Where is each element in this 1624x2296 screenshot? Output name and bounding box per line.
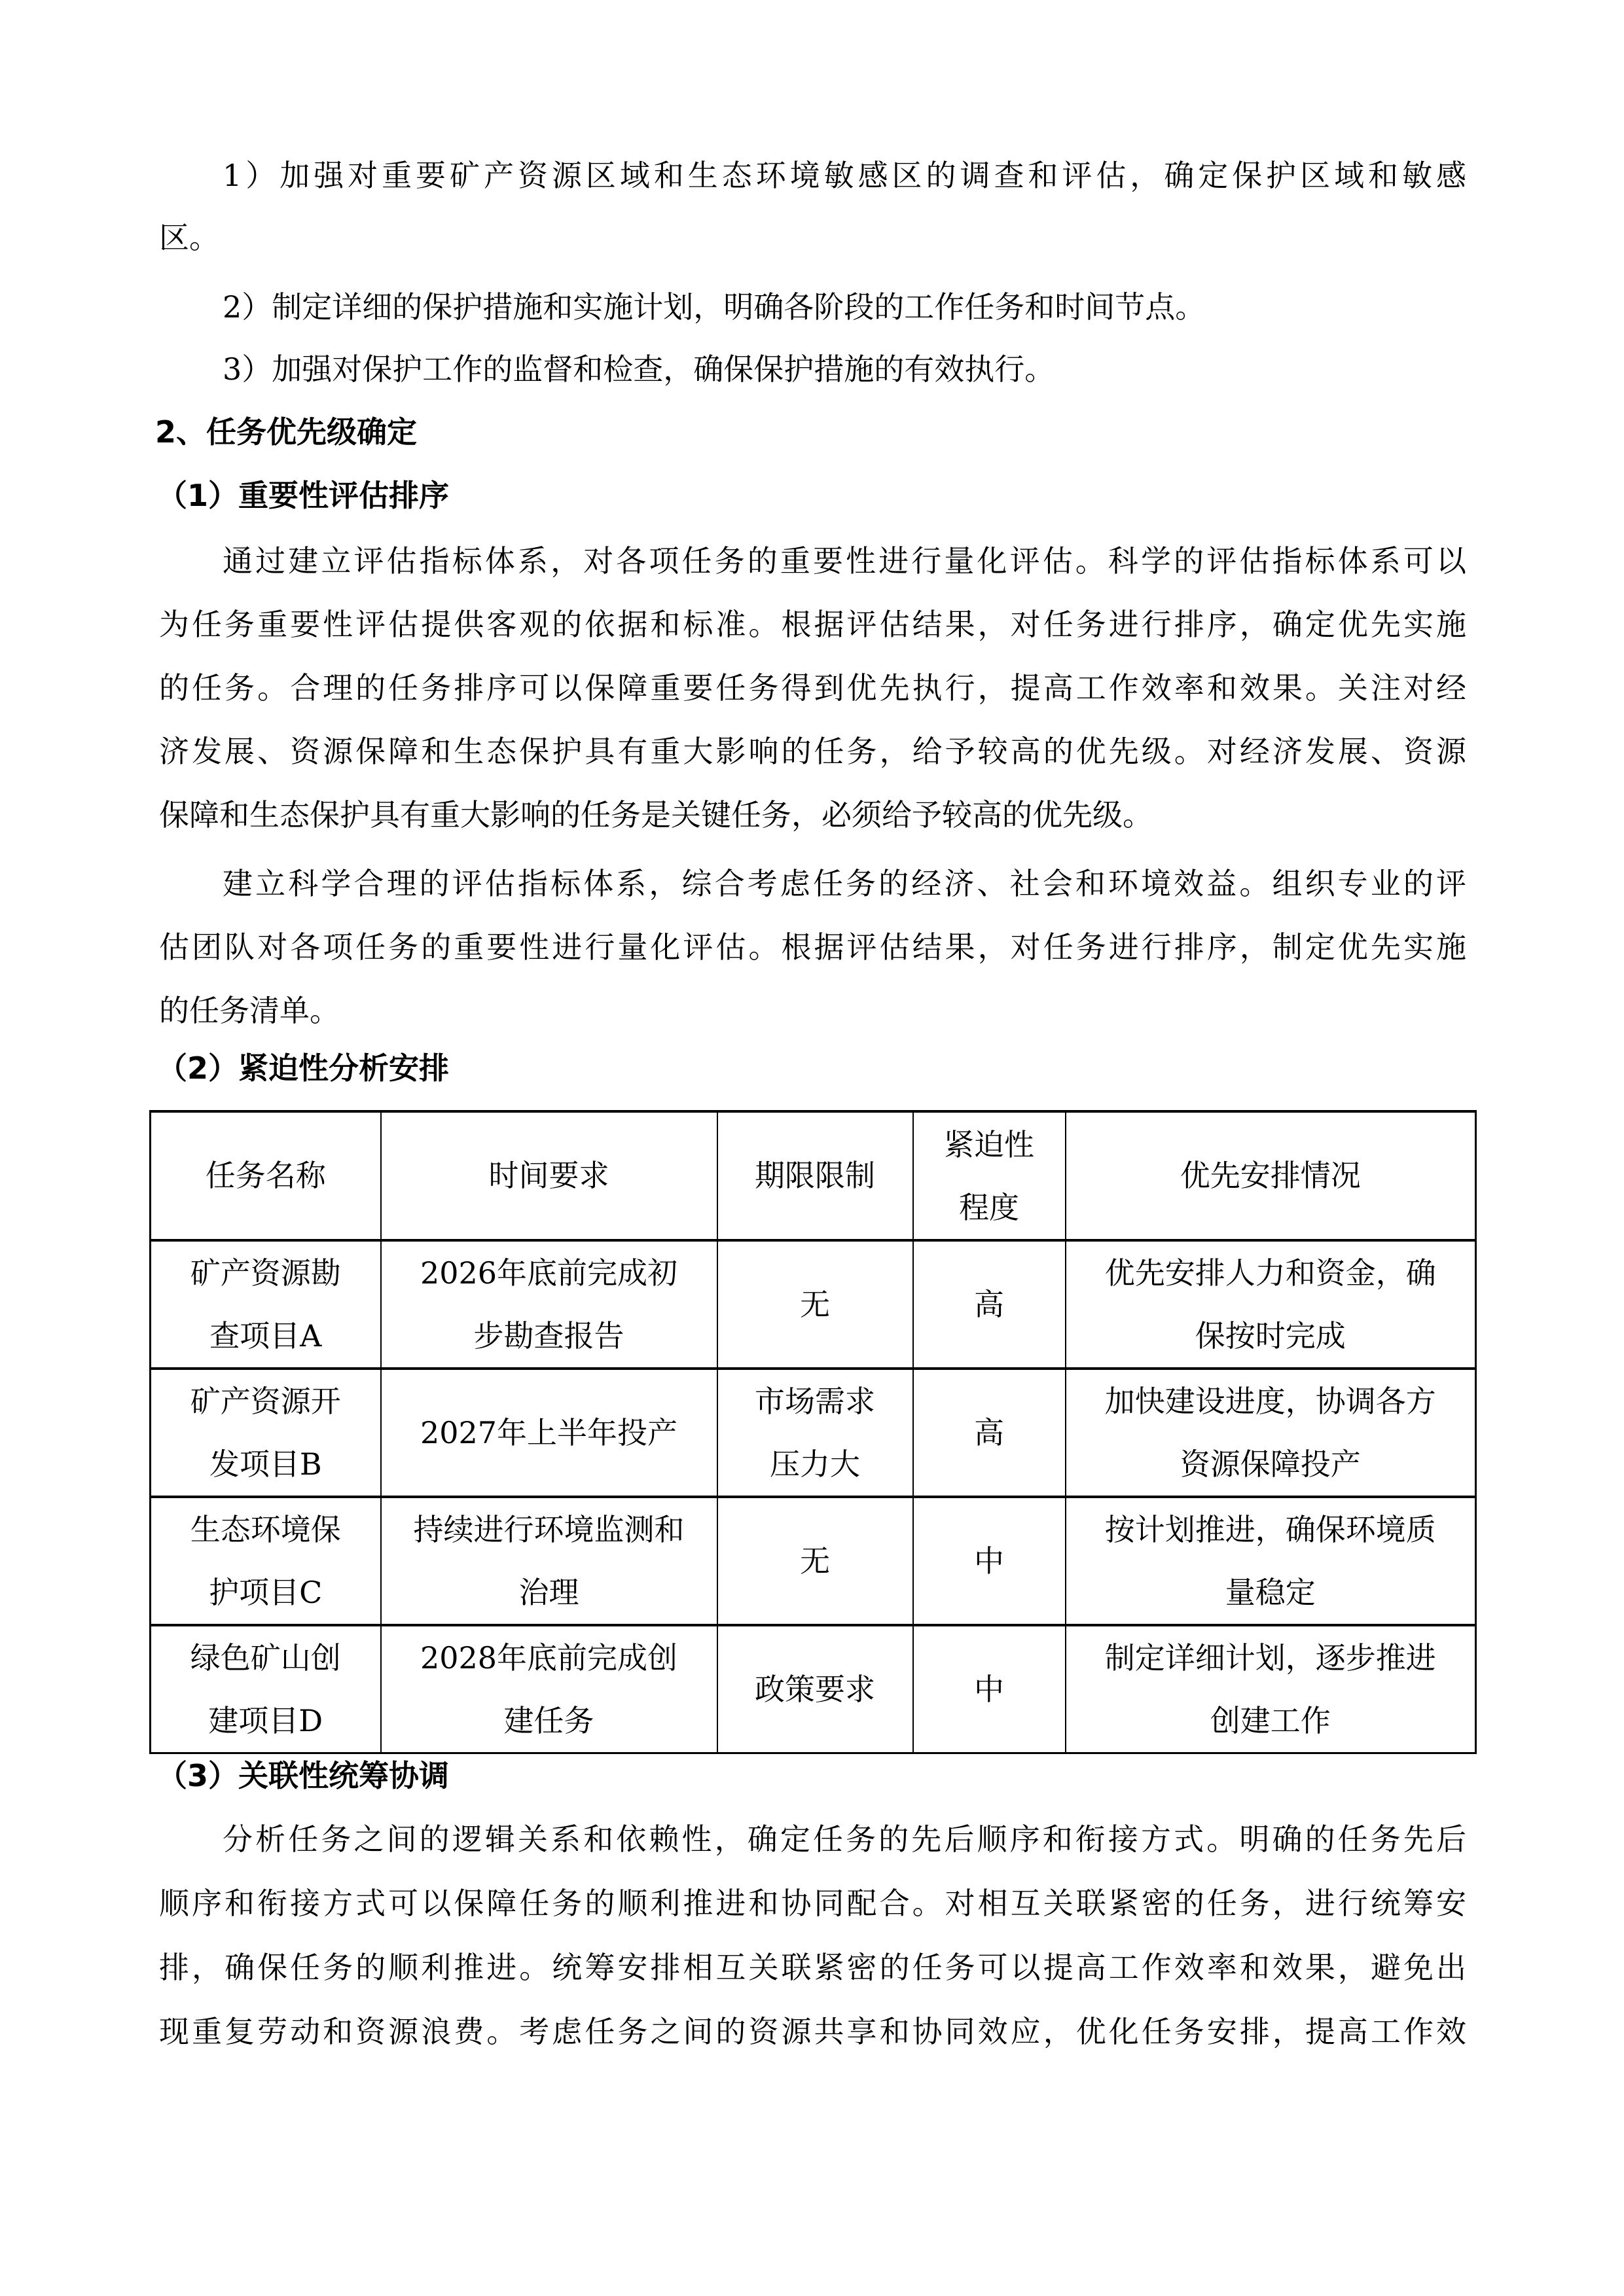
cell-deadline-limit: 无 (717, 1240, 913, 1369)
cell-priority-arrangement (1066, 1497, 1476, 1625)
cell-task-name (151, 1497, 381, 1625)
subsection-heading-urgency: （2）紧迫性分析安排 (157, 1050, 450, 1086)
list-item-1-line-1: 1）加强对重要矿产资源区域和生态环境敏感区的调查和评估，确定保护区域和敏感 (223, 158, 1466, 193)
list-item-2: 2）制定详细的保护措施和实施计划，明确各阶段的工作任务和时间节点。 (223, 289, 1206, 325)
header-priority-arrangement: 优先安排情况 (1066, 1111, 1476, 1240)
paragraph-line: 分析任务之间的逻辑关系和依赖性，确定任务的先后顺序和衔接方式。明确的任务先后 (223, 1821, 1466, 1857)
paragraph-line: 济发展、资源保障和生态保护具有重大影响的任务，给予较高的优先级。对经济发展、资源 (159, 734, 1466, 769)
cell-line: 建任务 (503, 1703, 594, 1738)
cell-line: 市场需求 (755, 1384, 875, 1419)
cell-line: 制定详细计划，逐步推进 (1104, 1640, 1436, 1676)
cell-task-name (151, 1240, 381, 1369)
cell-time-requirement (381, 1625, 717, 1753)
paragraph-line: 的任务清单。 (159, 993, 340, 1028)
cell-urgency-level: 高 (913, 1240, 1066, 1369)
cell-line: 压力大 (770, 1446, 860, 1482)
header-time-requirement: 时间要求 (381, 1111, 717, 1240)
header-urgency-line-1: 紧迫性 (944, 1126, 1034, 1162)
urgency-analysis-table (149, 1110, 1477, 1754)
cell-line: 矿产资源开 (190, 1384, 341, 1419)
cell-task-name (151, 1625, 381, 1753)
cell-line: 生态环境保 (190, 1512, 341, 1547)
cell-priority-arrangement (1066, 1369, 1476, 1497)
cell-priority-arrangement (1066, 1625, 1476, 1753)
cell-priority-arrangement (1066, 1240, 1476, 1369)
header-urgency-level (913, 1111, 1066, 1240)
paragraph-line: 顺序和衔接方式可以保障任务的顺利推进和协同配合。对相互关联紧密的任务，进行统筹安 (159, 1886, 1466, 1921)
paragraph-line: 为任务重要性评估提供客观的依据和标准。根据评估结果，对任务进行排序，确定优先实施 (159, 607, 1466, 642)
paragraph-line: 通过建立评估指标体系，对各项任务的重要性进行量化评估。科学的评估指标体系可以 (223, 543, 1466, 579)
paragraph-line: 的任务。合理的任务排序可以保障重要任务得到优先执行，提高工作效率和效果。关注对经 (159, 670, 1466, 706)
cell-line: 持续进行环境监测和 (413, 1512, 685, 1547)
cell-deadline-limit (717, 1369, 913, 1497)
subsection-heading-correlation: （3）关联性统筹协调 (157, 1758, 450, 1793)
cell-line: 矿产资源勘 (190, 1255, 341, 1291)
header-urgency-line-2: 程度 (959, 1189, 1019, 1225)
cell-line: 加快建设进度，协调各方 (1104, 1384, 1436, 1419)
cell-urgency-level: 中 (913, 1497, 1066, 1625)
cell-line: 查项目A (209, 1318, 322, 1354)
cell-line: 建项目D (208, 1703, 323, 1738)
table-row (151, 1497, 1476, 1625)
paragraph-line: 排，确保任务的顺利推进。统筹安排相互关联紧密的任务可以提高工作效率和效果，避免出 (159, 1950, 1466, 1985)
list-item-3: 3）加强对保护工作的监督和检查，确保保护措施的有效执行。 (223, 351, 1055, 387)
table-row (151, 1240, 1476, 1369)
paragraph-line: 现重复劳动和资源浪费。考虑任务之间的资源共享和协同效应，优化任务安排，提高工作效 (159, 2014, 1466, 2049)
cell-line: 护项目C (209, 1575, 323, 1610)
list-item-1-line-2: 区。 (159, 220, 219, 255)
cell-line: 创建工作 (1210, 1703, 1331, 1738)
header-deadline-limit: 期限限制 (717, 1111, 913, 1240)
paragraph-line: 建立科学合理的评估指标体系，综合考虑任务的经济、社会和环境效益。组织专业的评 (223, 866, 1466, 901)
cell-deadline-limit: 政策要求 (717, 1625, 913, 1753)
cell-urgency-level: 中 (913, 1625, 1066, 1753)
cell-time-requirement (381, 1497, 717, 1625)
table-row (151, 1625, 1476, 1753)
cell-time-requirement: 2027年上半年投产 (381, 1369, 717, 1497)
section-heading: 2、任务优先级确定 (155, 414, 418, 450)
cell-line: 按计划推进，确保环境质 (1104, 1512, 1436, 1547)
cell-line: 发项目B (209, 1446, 322, 1482)
paragraph-line: 估团队对各项任务的重要性进行量化评估。根据评估结果，对任务进行排序，制定优先实施 (159, 929, 1466, 965)
table-row (151, 1369, 1476, 1497)
cell-task-name (151, 1369, 381, 1497)
cell-line: 优先安排人力和资金，确 (1104, 1255, 1436, 1291)
cell-line: 量稳定 (1225, 1575, 1316, 1610)
cell-line: 保按时完成 (1195, 1318, 1346, 1354)
cell-line: 资源保障投产 (1180, 1446, 1361, 1482)
subsection-heading-importance: （1）重要性评估排序 (157, 478, 450, 513)
cell-time-requirement (381, 1240, 717, 1369)
cell-line: 步勘查报告 (473, 1318, 624, 1354)
cell-deadline-limit: 无 (717, 1497, 913, 1625)
cell-line: 绿色矿山创 (190, 1640, 341, 1676)
cell-line: 2026年底前完成初 (420, 1255, 678, 1291)
table-header-row (151, 1111, 1476, 1240)
header-task-name: 任务名称 (151, 1111, 381, 1240)
cell-urgency-level: 高 (913, 1369, 1066, 1497)
paragraph-line: 保障和生态保护具有重大影响的任务是关键任务，必须给予较高的优先级。 (159, 797, 1153, 833)
cell-line: 治理 (518, 1575, 579, 1610)
cell-line: 2028年底前完成创 (420, 1640, 678, 1676)
